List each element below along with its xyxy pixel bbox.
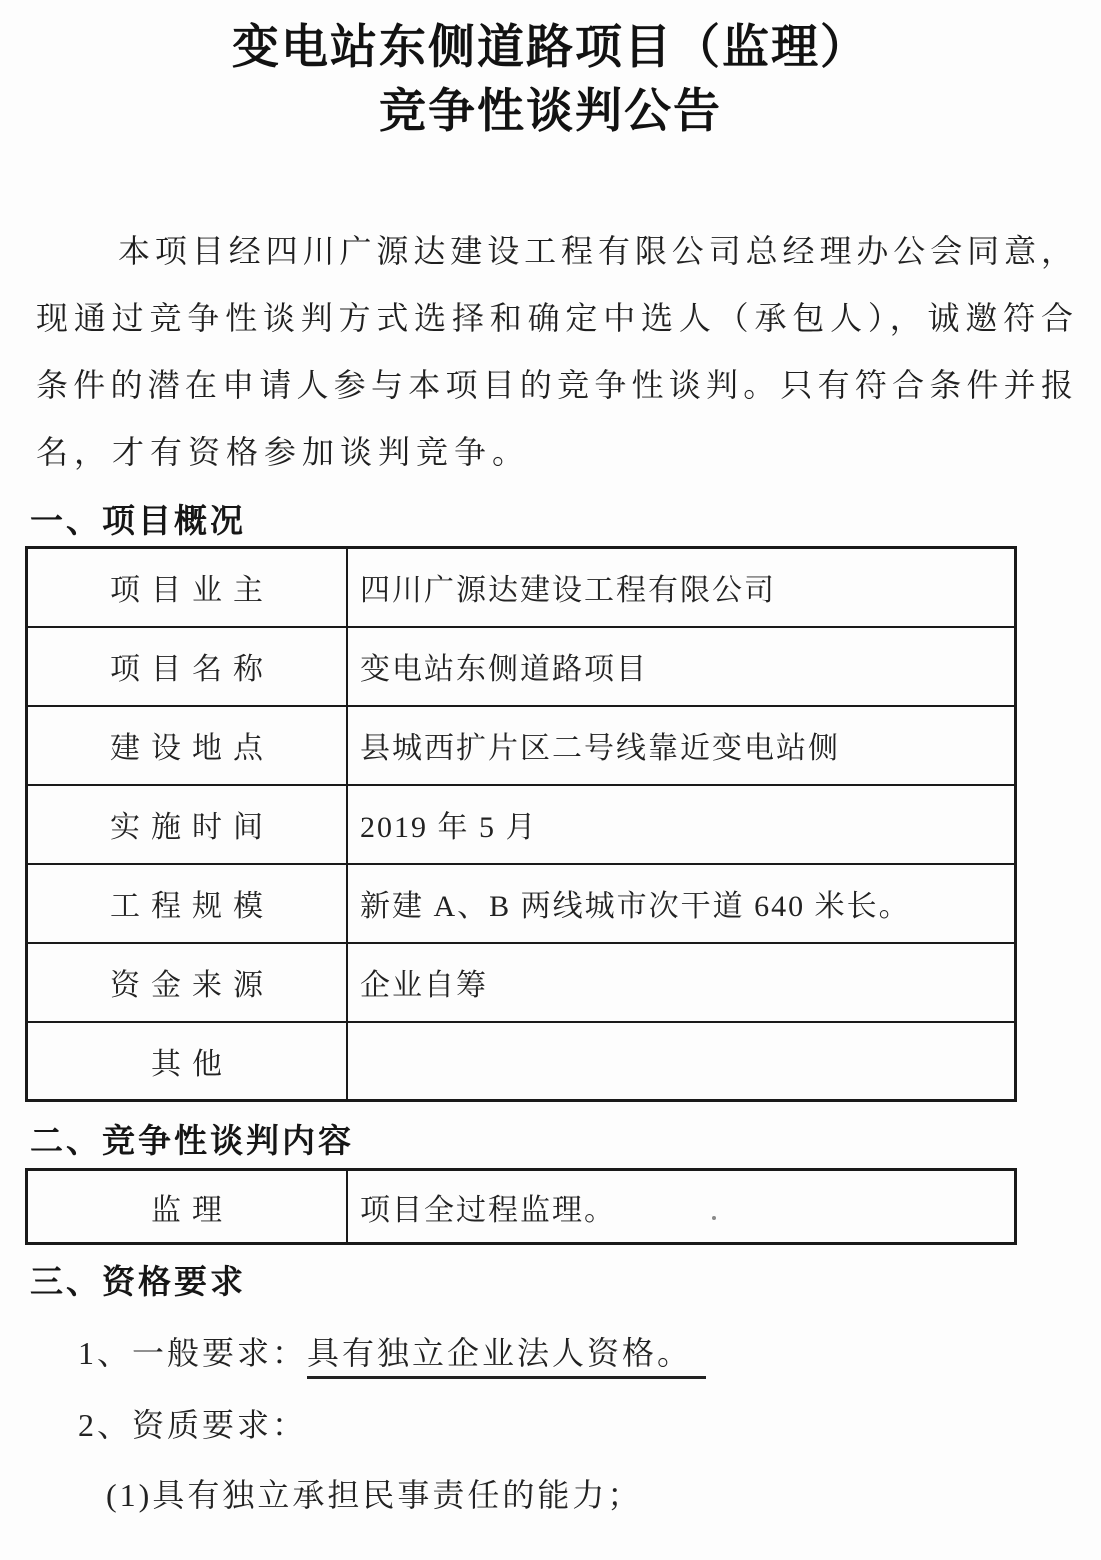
section-heading-negotiation-content: 二、竞争性谈判内容 <box>30 1122 354 1159</box>
row-label: 其他 <box>27 1022 348 1101</box>
table-row <box>27 1022 1016 1101</box>
intro-paragraph <box>36 218 1073 486</box>
row-value: 四川广源达建设工程有限公司 <box>347 548 1016 627</box>
general-requirement-item <box>78 1329 1101 1377</box>
qualification-requirement-item: 2、资质要求： <box>78 1407 308 1443</box>
table-row <box>27 864 1016 943</box>
intro-line-4: 名，才有资格参加谈判竞争。 <box>36 434 531 470</box>
table-row <box>27 943 1016 1022</box>
row-value: 县城西扩片区二号线靠近变电站侧 <box>347 706 1016 785</box>
table-row <box>27 548 1016 627</box>
project-overview-table <box>25 546 1017 1102</box>
row-value: 变电站东侧道路项目 <box>347 627 1016 706</box>
row-label: 工程规模 <box>27 864 348 943</box>
row-label: 监理 <box>27 1170 348 1244</box>
general-requirement-prefix: 1、一般要求： <box>78 1335 308 1371</box>
negotiation-content-table <box>25 1168 1017 1245</box>
row-value: 企业自筹 <box>347 943 1016 1022</box>
table-row <box>27 706 1016 785</box>
row-value: 2019 年 5 月 <box>347 785 1016 864</box>
table-row <box>27 627 1016 706</box>
general-requirement-underlined-text: 具有独立企业法人资格。 <box>307 1335 706 1379</box>
document-title-line-1: 变电站东侧道路项目（监理） <box>232 22 869 74</box>
row-value: 项目全过程监理。 <box>347 1170 1016 1244</box>
row-label: 项目名称 <box>27 627 348 706</box>
civil-liability-item: (1)具有独立承担民事责任的能力； <box>106 1477 643 1513</box>
row-label: 实施时间 <box>27 785 348 864</box>
section-heading-project-overview: 一、项目概况 <box>30 502 246 539</box>
scan-speck-artifact <box>712 1216 716 1220</box>
document-title-line-2: 竞争性谈判公告 <box>379 86 722 138</box>
table-row <box>27 1170 1016 1244</box>
document-title <box>0 16 1101 144</box>
table-row <box>27 785 1016 864</box>
row-value <box>347 1022 1016 1101</box>
row-label: 资金来源 <box>27 943 348 1022</box>
row-label: 项目业主 <box>27 548 348 627</box>
row-label: 建设地点 <box>27 706 348 785</box>
intro-line-2: 现通过竞争性谈判方式选择和确定中选人（承包人），诚邀符合 <box>36 300 1073 336</box>
intro-line-1: 本项目经四川广源达建设工程有限公司总经理办公会同意， <box>118 233 1073 269</box>
row-value: 新建 A、B 两线城市次干道 640 米长。 <box>347 864 1016 943</box>
section-heading-qualification-requirements: 三、资格要求 <box>30 1263 246 1300</box>
intro-line-3: 条件的潜在申请人参与本项目的竞争性谈判。只有符合条件并报 <box>36 367 1073 403</box>
